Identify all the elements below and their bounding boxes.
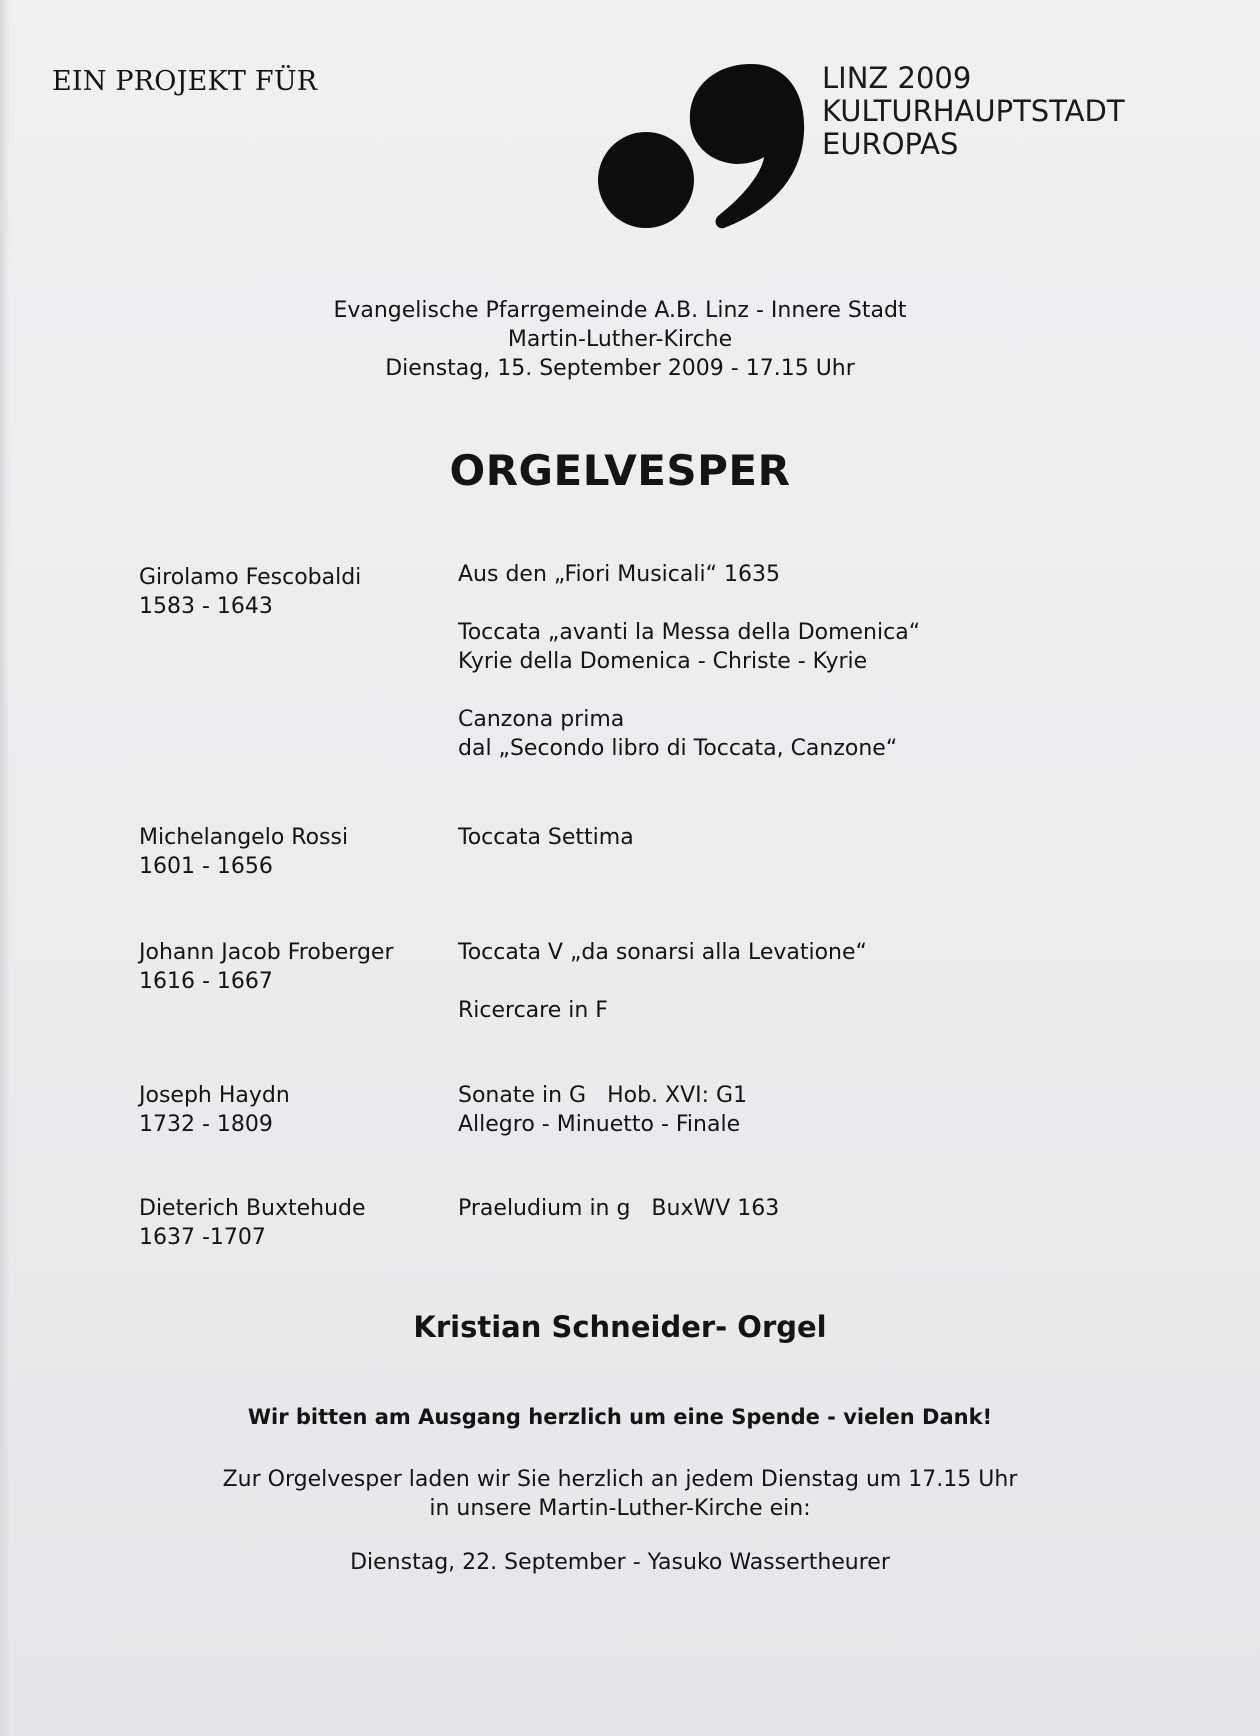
logo-text-line: EUROPAS (822, 127, 959, 161)
composer-name: Johann Jacob Froberger (139, 940, 394, 965)
work-title: Toccata Settima (458, 825, 634, 850)
composer-years: 1583 - 1643 (139, 594, 273, 619)
works-list (458, 823, 1018, 852)
composer-entry (139, 1194, 439, 1252)
composer-name: Girolamo Fescobaldi (139, 565, 362, 590)
works-list (458, 1194, 1018, 1223)
venue-church: Martin-Luther-Kirche (507, 327, 733, 352)
venue-parish: Evangelische Pfarrgemeinde A.B. Linz - Innere Stadt (333, 298, 907, 323)
composer-name: Michelangelo Rossi (139, 825, 349, 850)
work-title: Toccata „avanti la Messa della Domenica“ (458, 620, 921, 645)
work-title: Canzona prima (458, 707, 625, 732)
work-gap (458, 589, 1018, 618)
invitation (180, 1465, 1060, 1523)
invitation-line: Zur Orgelvesper laden wir Sie herzlich an jedem Dienstag um 17.15 Uhr (222, 1467, 1018, 1492)
work-title: Sonate in G Hob. XVI: G1 (458, 1083, 748, 1108)
work-title: Ricercare in F (458, 998, 608, 1023)
logo-dot (598, 132, 694, 228)
composer-entry (139, 938, 439, 996)
venue-datetime: Dienstag, 15. September 2009 - 17.15 Uhr (385, 356, 855, 381)
next-event: Dienstag, 22. September - Yasuko Wassertheurer (350, 1550, 890, 1575)
work-title: dal „Secondo libro di Toccata, Canzone“ (458, 736, 898, 761)
logo-wordmark (822, 62, 1125, 161)
works-list (458, 1081, 1018, 1139)
linz-2009-comma-logo (596, 62, 806, 230)
works-list (458, 560, 1018, 763)
logo-comma (690, 64, 804, 228)
work-title: Allegro - Minuetto - Finale (458, 1112, 741, 1137)
logo-text-line: KULTURHAUPTSTADT (822, 94, 1125, 128)
venue-block (300, 296, 940, 383)
paper-edge (0, 0, 10, 1736)
invitation-line: in unsere Martin-Luther-Kirche ein: (429, 1496, 811, 1521)
work-title: Aus den „Fiori Musicali“ 1635 (458, 562, 780, 587)
work-title: Kyrie della Domenica - Christe - Kyrie (458, 649, 868, 674)
work-title: Toccata V „da sonarsi alla Levatione“ (458, 940, 867, 965)
composer-entry (139, 823, 439, 881)
work-gap (458, 676, 1018, 705)
work-gap (458, 967, 1018, 996)
logo-text-line: LINZ 2009 (822, 61, 972, 95)
composer-entry (139, 563, 439, 621)
composer-years: 1732 - 1809 (139, 1112, 273, 1137)
composer-name: Joseph Haydn (139, 1083, 290, 1108)
page-title: ORGELVESPER (449, 446, 791, 495)
composer-years: 1637 -1707 (139, 1225, 266, 1250)
performer: Kristian Schneider- Orgel (413, 1310, 827, 1344)
composer-years: 1601 - 1656 (139, 854, 273, 879)
composer-entry (139, 1081, 439, 1139)
composer-years: 1616 - 1667 (139, 969, 273, 994)
work-title: Praeludium in g BuxWV 163 (458, 1196, 780, 1221)
works-list (458, 938, 1018, 1025)
composer-name: Dieterich Buxtehude (139, 1196, 366, 1221)
project-label: EIN PROJEKT FÜR (52, 66, 318, 97)
donation-note: Wir bitten am Ausgang herzlich um eine Spende - vielen Dank! (247, 1405, 993, 1429)
